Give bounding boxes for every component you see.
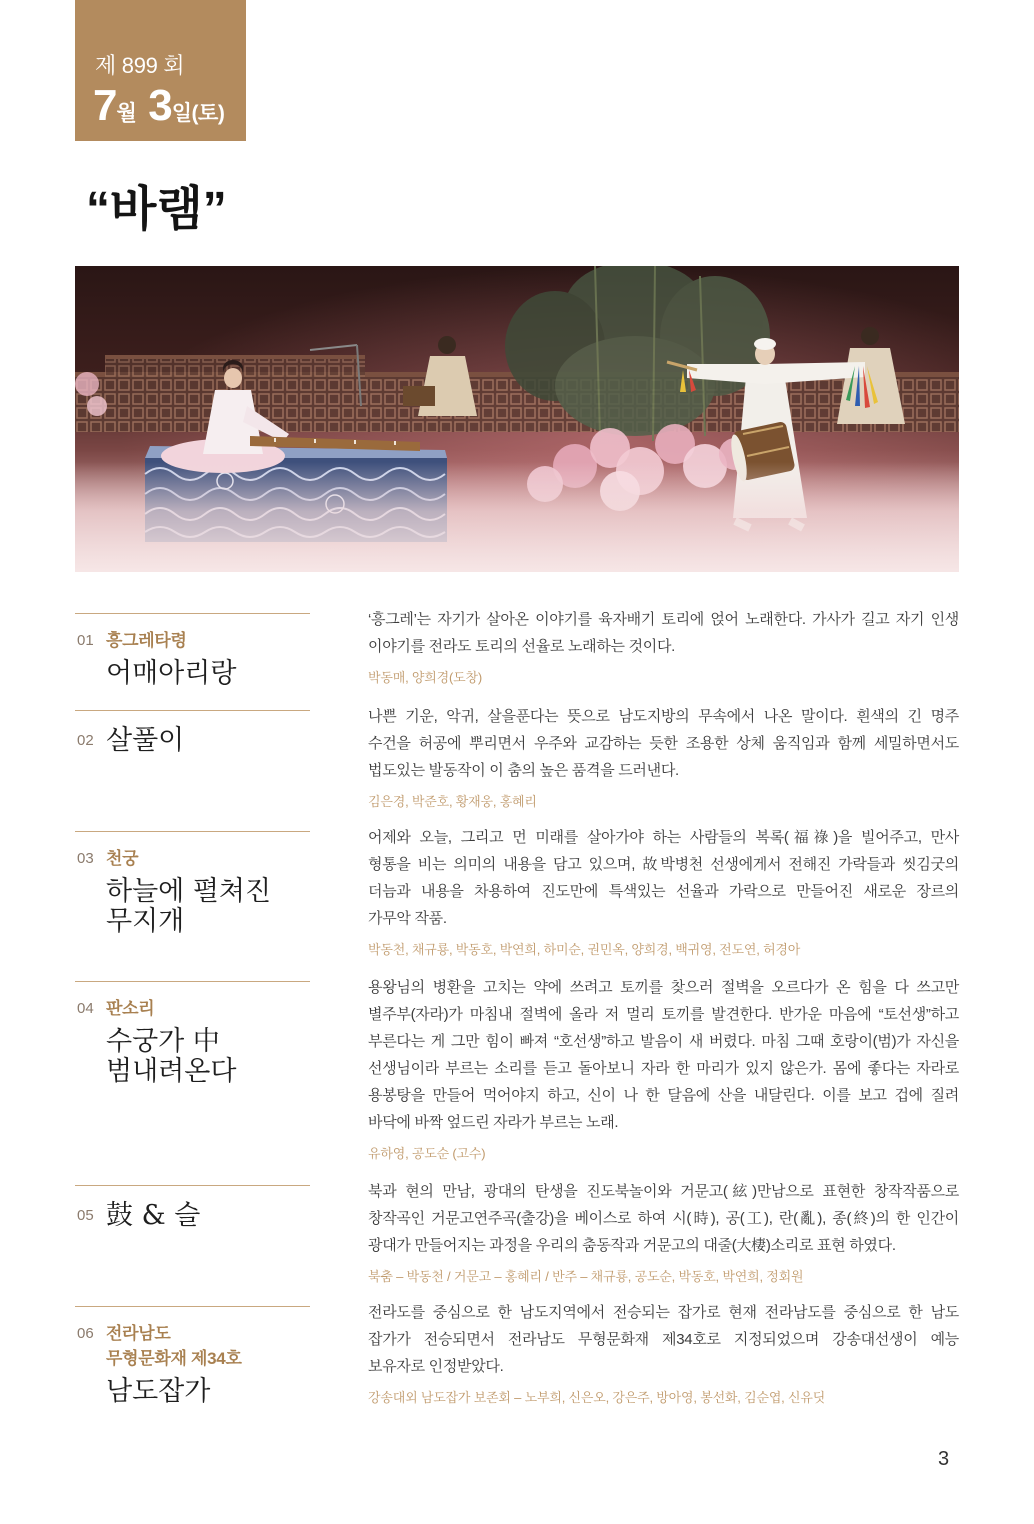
performers: 박동매, 양희경(도창) — [368, 669, 482, 685]
item-headings — [106, 846, 271, 937]
description-line: 별주부(자라)가 마침내 절벽에 올라 저 멀리 토끼를 발견한다. 반가운 마음에 “토선생”하고 — [368, 1005, 959, 1023]
episode-number: 제 899 회 — [95, 53, 185, 78]
program-item-heading — [75, 710, 310, 756]
performers: 유하영, 공도순 (고수) — [368, 1145, 486, 1161]
date-month: 7 — [93, 81, 117, 130]
stage-photo — [75, 266, 959, 572]
program-item — [75, 1303, 959, 1407]
program-item — [75, 978, 959, 1161]
description-line: 보유자로 인정받았다. — [368, 1357, 504, 1375]
description-line: 부른다는 게 그만 힘이 빠져 “호선생”하고 발음이 새 버렸다. 마침 그때 호랑이(범)가 자신을 — [368, 1032, 959, 1050]
description-line: 용왕님의 병환을 고치는 약에 쓰려고 토끼를 찾으러 절벽을 오르다가 온 힘을 다 쓰고만 — [368, 978, 959, 996]
program-item-body — [368, 1299, 959, 1410]
item-headings — [106, 726, 184, 756]
program-item-heading — [75, 613, 310, 689]
program-item-heading — [75, 1306, 310, 1407]
item-headings — [106, 1201, 200, 1231]
date-day: 3 — [148, 81, 172, 130]
description-line: 형통을 비는 의미의 내용을 담고 있으며, 故박병천 선생에게서 전해진 가락들과 씻김굿의 — [368, 855, 959, 873]
item-category: 흥그레타령 — [106, 631, 187, 650]
item-title: 하늘에 펼쳐진 — [106, 876, 272, 907]
item-headings — [106, 628, 236, 689]
item-number: 03 — [77, 850, 94, 867]
description-line: 선생님이라 부르는 소리를 듣고 돌아보니 자라 한 마리가 있지 않은가. 몸에 좋다는 자라로 — [368, 1059, 959, 1077]
description-line: 수건을 허공에 뿌리면서 우주와 교감하는 듯한 조용한 상체 움직임과 함께 세밀하면서도 — [368, 734, 959, 752]
item-number: 05 — [77, 1207, 94, 1224]
item-title: 수궁가 中 — [106, 1026, 220, 1057]
item-category: 판소리 — [106, 999, 155, 1018]
program-item-body — [368, 1178, 959, 1289]
item-headings — [106, 1321, 242, 1407]
description-line: 나쁜 기운, 악귀, 살을푼다는 뜻으로 남도지방의 무속에서 나온 말이다. 흰색의 긴 명주 — [368, 707, 959, 725]
item-number: 01 — [77, 632, 94, 649]
description-line: 잡가가 전승되면서 전라남도 무형문화재 제34호로 지정되었으며 강송대선생이 예능 — [368, 1330, 959, 1348]
item-title: 鼓 & 슬 — [106, 1200, 201, 1231]
description-line: 창작곡인 거문고연주곡(출강)을 베이스로 하여 시(時), 공(工), 란(亂), 종(終)의 한 인간이 — [368, 1209, 959, 1227]
page-number: 3 — [938, 1448, 950, 1470]
description-line: 이야기를 전라도 토리의 선율로 노래하는 것이다. — [368, 637, 676, 655]
item-number: 06 — [77, 1325, 94, 1342]
stage-fog — [75, 462, 959, 572]
performers: 박동천, 채규룡, 박동호, 박연희, 하미순, 권민옥, 양희경, 백귀영, 전도연, 허경아 — [368, 941, 801, 957]
description-line: 광대가 만들어지는 과정을 우리의 춤동작과 거문고의 대줄(大棲)소리로 표현 하였다. — [368, 1236, 896, 1254]
description-line: 더늠과 내용을 차용하여 진도만에 특색있는 선율과 가락으로 만들어진 새로운 장르의 — [368, 882, 959, 900]
item-title: 살풀이 — [106, 725, 185, 756]
item-category: 무형문화재 제34호 — [106, 1349, 242, 1368]
item-number: 04 — [77, 1000, 94, 1017]
description-line: 법도있는 발동작이 이 춤의 높은 품격을 드러낸다. — [368, 761, 679, 779]
program-item — [75, 1182, 959, 1284]
performance-date — [93, 81, 225, 138]
item-category: 천궁 — [106, 849, 139, 868]
item-number: 02 — [77, 732, 94, 749]
program-item-heading — [75, 981, 310, 1087]
musician-instrument — [403, 386, 435, 406]
program-item — [75, 610, 959, 689]
blossom — [87, 396, 107, 416]
program-item-body — [368, 703, 959, 814]
program-item — [75, 828, 959, 957]
program-item-heading — [75, 1185, 310, 1231]
program-item-heading — [75, 831, 310, 937]
item-headings — [106, 996, 236, 1087]
musician-head — [861, 327, 879, 345]
program-item-body — [368, 606, 959, 690]
description-line: 용봉탕을 만들어 먹어야지 하고, 신이 나 한 달음에 산을 내달린다. 이를 보고 겁에 질려 — [368, 1086, 959, 1104]
description-line: ‘흥그레’는 자기가 살아온 이야기를 육자배기 토리에 얹어 노래한다. 가사가 길고 자기 인생 — [368, 610, 959, 628]
description-line: 바닥에 바짝 엎드린 자라가 부르는 노래. — [368, 1113, 619, 1131]
performers: 북춤 – 박동천 / 거문고 – 홍혜리 / 반주 – 채규룡, 공도순, 박동호, 박연희, 정회원 — [368, 1268, 804, 1284]
description-line: 가무악 작품. — [368, 909, 447, 927]
program-item-body — [368, 824, 959, 962]
description-line: 전라도를 중심으로 한 남도지역에서 전승되는 잡가로 현재 전라남도를 중심으로 한 남도 — [368, 1303, 959, 1321]
program-title: “바램” — [86, 183, 227, 236]
date-day-unit: 일(토) — [171, 102, 225, 125]
railing-lattice — [75, 376, 959, 432]
program-item — [75, 707, 959, 809]
episode-date-box — [75, 0, 246, 141]
description-line: 북과 현의 만남, 광대의 탄생을 진도북놀이와 거문고(絃)만남으로 표현한 창작작품으로 — [368, 1182, 959, 1200]
item-title: 무지개 — [106, 906, 185, 937]
item-category: 전라남도 — [106, 1324, 171, 1343]
item-title: 범내려온다 — [106, 1056, 237, 1087]
item-title: 남도잡가 — [106, 1376, 211, 1407]
item-title: 어매아리랑 — [106, 658, 237, 689]
description-line: 어제와 오늘, 그리고 먼 미래를 살아가야 하는 사람들의 복록(福祿)을 빌어주고, 만사 — [368, 828, 959, 846]
upper-railing-bar — [105, 355, 365, 359]
musician-head — [438, 336, 456, 354]
program-item-body — [368, 974, 959, 1166]
performers: 김은경, 박준호, 황재웅, 홍혜리 — [368, 793, 537, 809]
date-month-unit: 월 — [116, 102, 137, 125]
performers: 강송대외 남도잡가 보존회 – 노부희, 신은오, 강은주, 방아영, 봉선화, 김순엽, 신유딧 — [368, 1389, 826, 1405]
blossom — [75, 372, 99, 396]
dancer-headband — [754, 338, 776, 350]
player-face — [224, 368, 242, 388]
